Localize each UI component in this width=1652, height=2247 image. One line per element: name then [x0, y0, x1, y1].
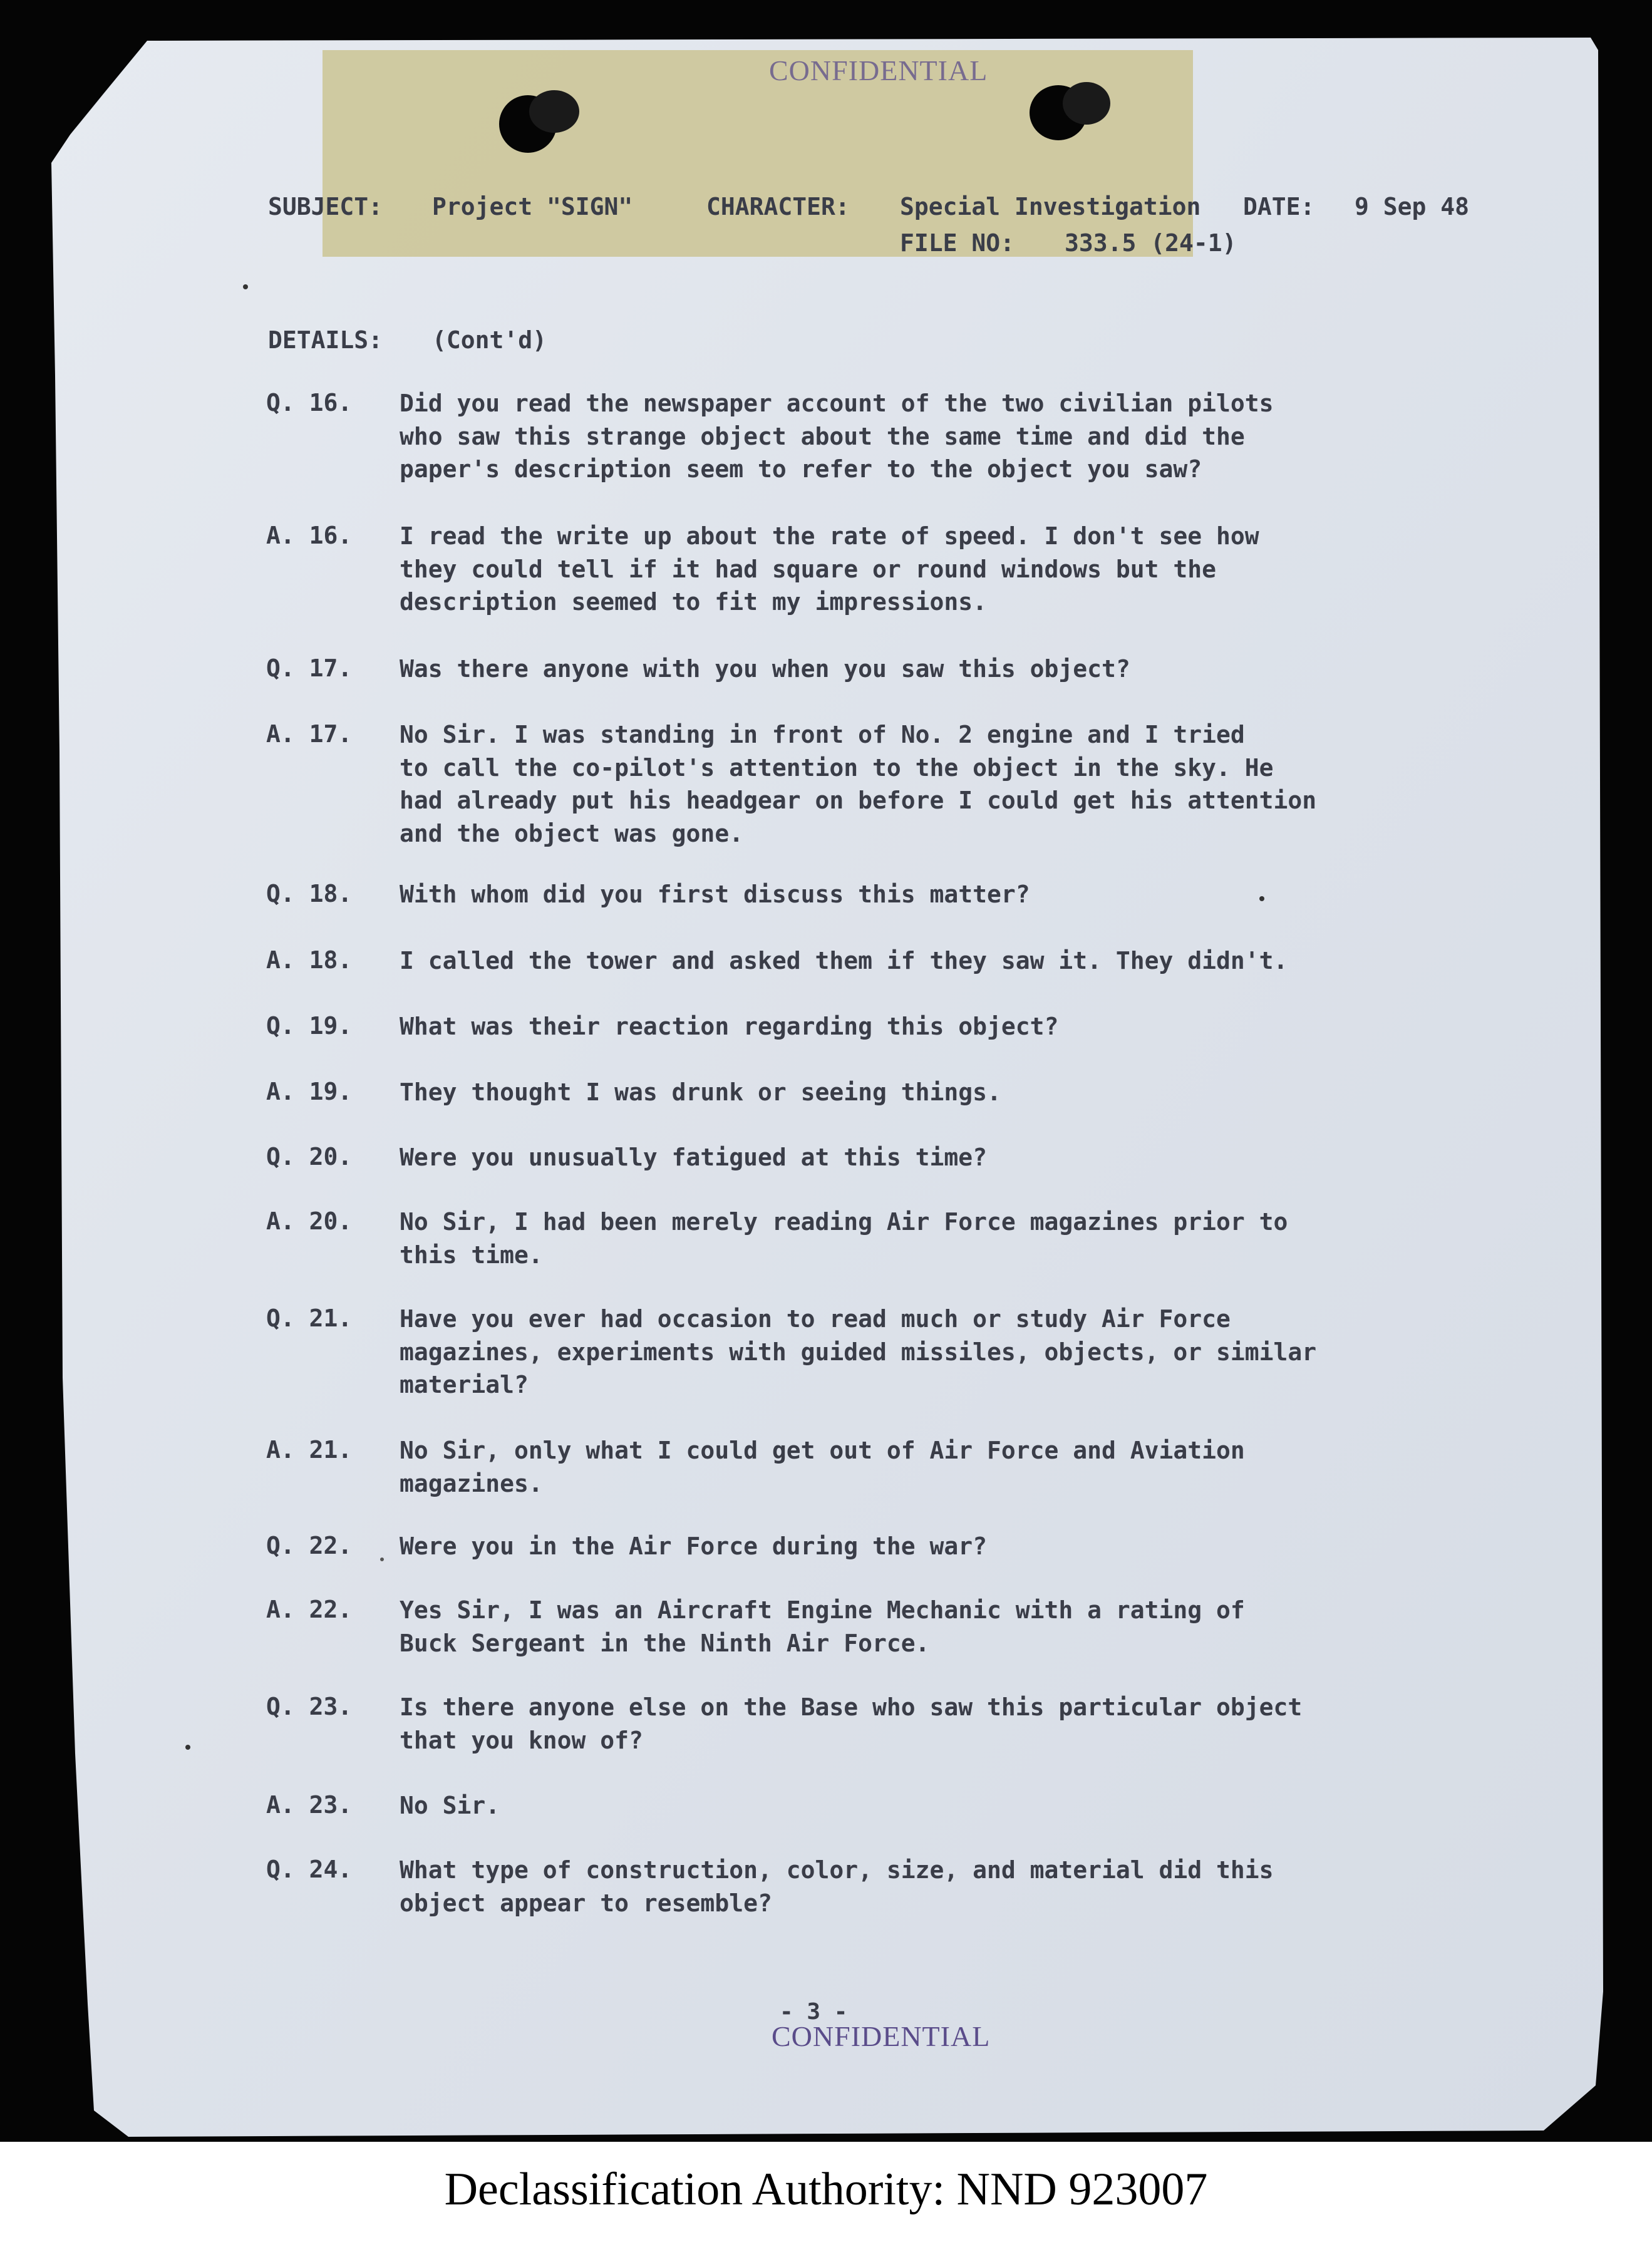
subject-value: Project "SIGN" — [432, 193, 633, 220]
question-label: Q. 24. — [266, 1856, 353, 1883]
question-text: Were you unusually fatigued at this time? — [400, 1144, 987, 1171]
answer-label: A. 20. — [266, 1207, 353, 1235]
details-label: DETAILS: — [268, 326, 383, 354]
question-text: What was their reaction regarding this object? — [400, 1013, 1059, 1040]
question-label: Q. 23. — [266, 1693, 353, 1720]
answer-text: No Sir, only what I could get out of Air Force and Aviation magazines. — [400, 1437, 1245, 1497]
confidential-stamp-bottom: CONFIDENTIAL — [772, 2020, 991, 2052]
character-value: Special Investigation — [900, 193, 1201, 220]
question-label: Q. 18. — [266, 880, 353, 907]
answer-text: No Sir. — [400, 1792, 500, 1819]
answer-label: A. 21. — [266, 1436, 353, 1464]
answer-text: They thought I was drunk or seeing things. — [400, 1078, 1001, 1106]
question-label: Q. 21. — [266, 1304, 353, 1332]
question-text: Were you in the Air Force during the war? — [400, 1532, 987, 1560]
answer-label: A. 17. — [266, 720, 353, 748]
question-text: Did you read the newspaper account of the two civilian pilots who saw this strange object about the same time and did the paper's description seem to refer to the object you saw? — [400, 390, 1274, 483]
question-text: With whom did you first discuss this matter? — [400, 881, 1030, 908]
answer-text: I read the write up about the rate of speed. I don't see how they could tell if it had square or round windows but the description seemed to fit my impressions. — [400, 522, 1259, 616]
answer-text: Yes Sir, I was an Aircraft Engine Mechanic with a rating of Buck Sergeant in the Ninth Air Force. — [400, 1596, 1245, 1657]
date-value: 9 Sep 48 — [1355, 193, 1470, 220]
answer-label: A. 22. — [266, 1596, 353, 1623]
character-label: CHARACTER: — [706, 193, 850, 220]
answer-text: I called the tower and asked them if they saw it. They didn't. — [400, 947, 1288, 974]
question-text: Have you ever had occasion to read much or study Air Force magazines, experiments with guided missiles, objects, or similar material? — [400, 1305, 1317, 1398]
subject-label: SUBJECT: — [268, 193, 383, 220]
question-text: Was there anyone with you when you saw this object? — [400, 655, 1130, 683]
file-number-label: FILE NO: — [900, 229, 1015, 257]
answer-label: A. 23. — [266, 1791, 353, 1819]
question-label: Q. 17. — [266, 654, 353, 682]
answer-label: A. 16. — [266, 522, 353, 549]
confidential-stamp-top: CONFIDENTIAL — [769, 54, 988, 86]
question-label: Q. 19. — [266, 1012, 353, 1040]
answer-text: No Sir, I had been merely reading Air Force magazines prior to this time. — [400, 1208, 1288, 1269]
question-text: Is there anyone else on the Base who saw this particular object that you know of? — [400, 1693, 1303, 1754]
file-number-value: 333.5 (24-1) — [1065, 229, 1237, 257]
question-label: Q. 16. — [266, 389, 353, 416]
question-label: Q. 20. — [266, 1143, 353, 1170]
question-text: What type of construction, color, size, and material did this object appear to resemble? — [400, 1856, 1274, 1917]
answer-text: No Sir. I was standing in front of No. 2 engine and I tried to call the co-pilot's attention to the object in the sky. He had already put his headgear on before I could get his attention and the object was gone. — [400, 721, 1317, 847]
question-label: Q. 22. — [266, 1532, 353, 1559]
page-number: - 3 - — [780, 1999, 848, 2025]
date-label: DATE: — [1243, 193, 1315, 220]
answer-label: A. 19. — [266, 1078, 353, 1105]
answer-label: A. 18. — [266, 946, 353, 974]
details-continued: (Cont'd) — [432, 326, 547, 354]
declassification-authority: Declassification Authority: NND 923007 — [444, 2164, 1208, 2215]
